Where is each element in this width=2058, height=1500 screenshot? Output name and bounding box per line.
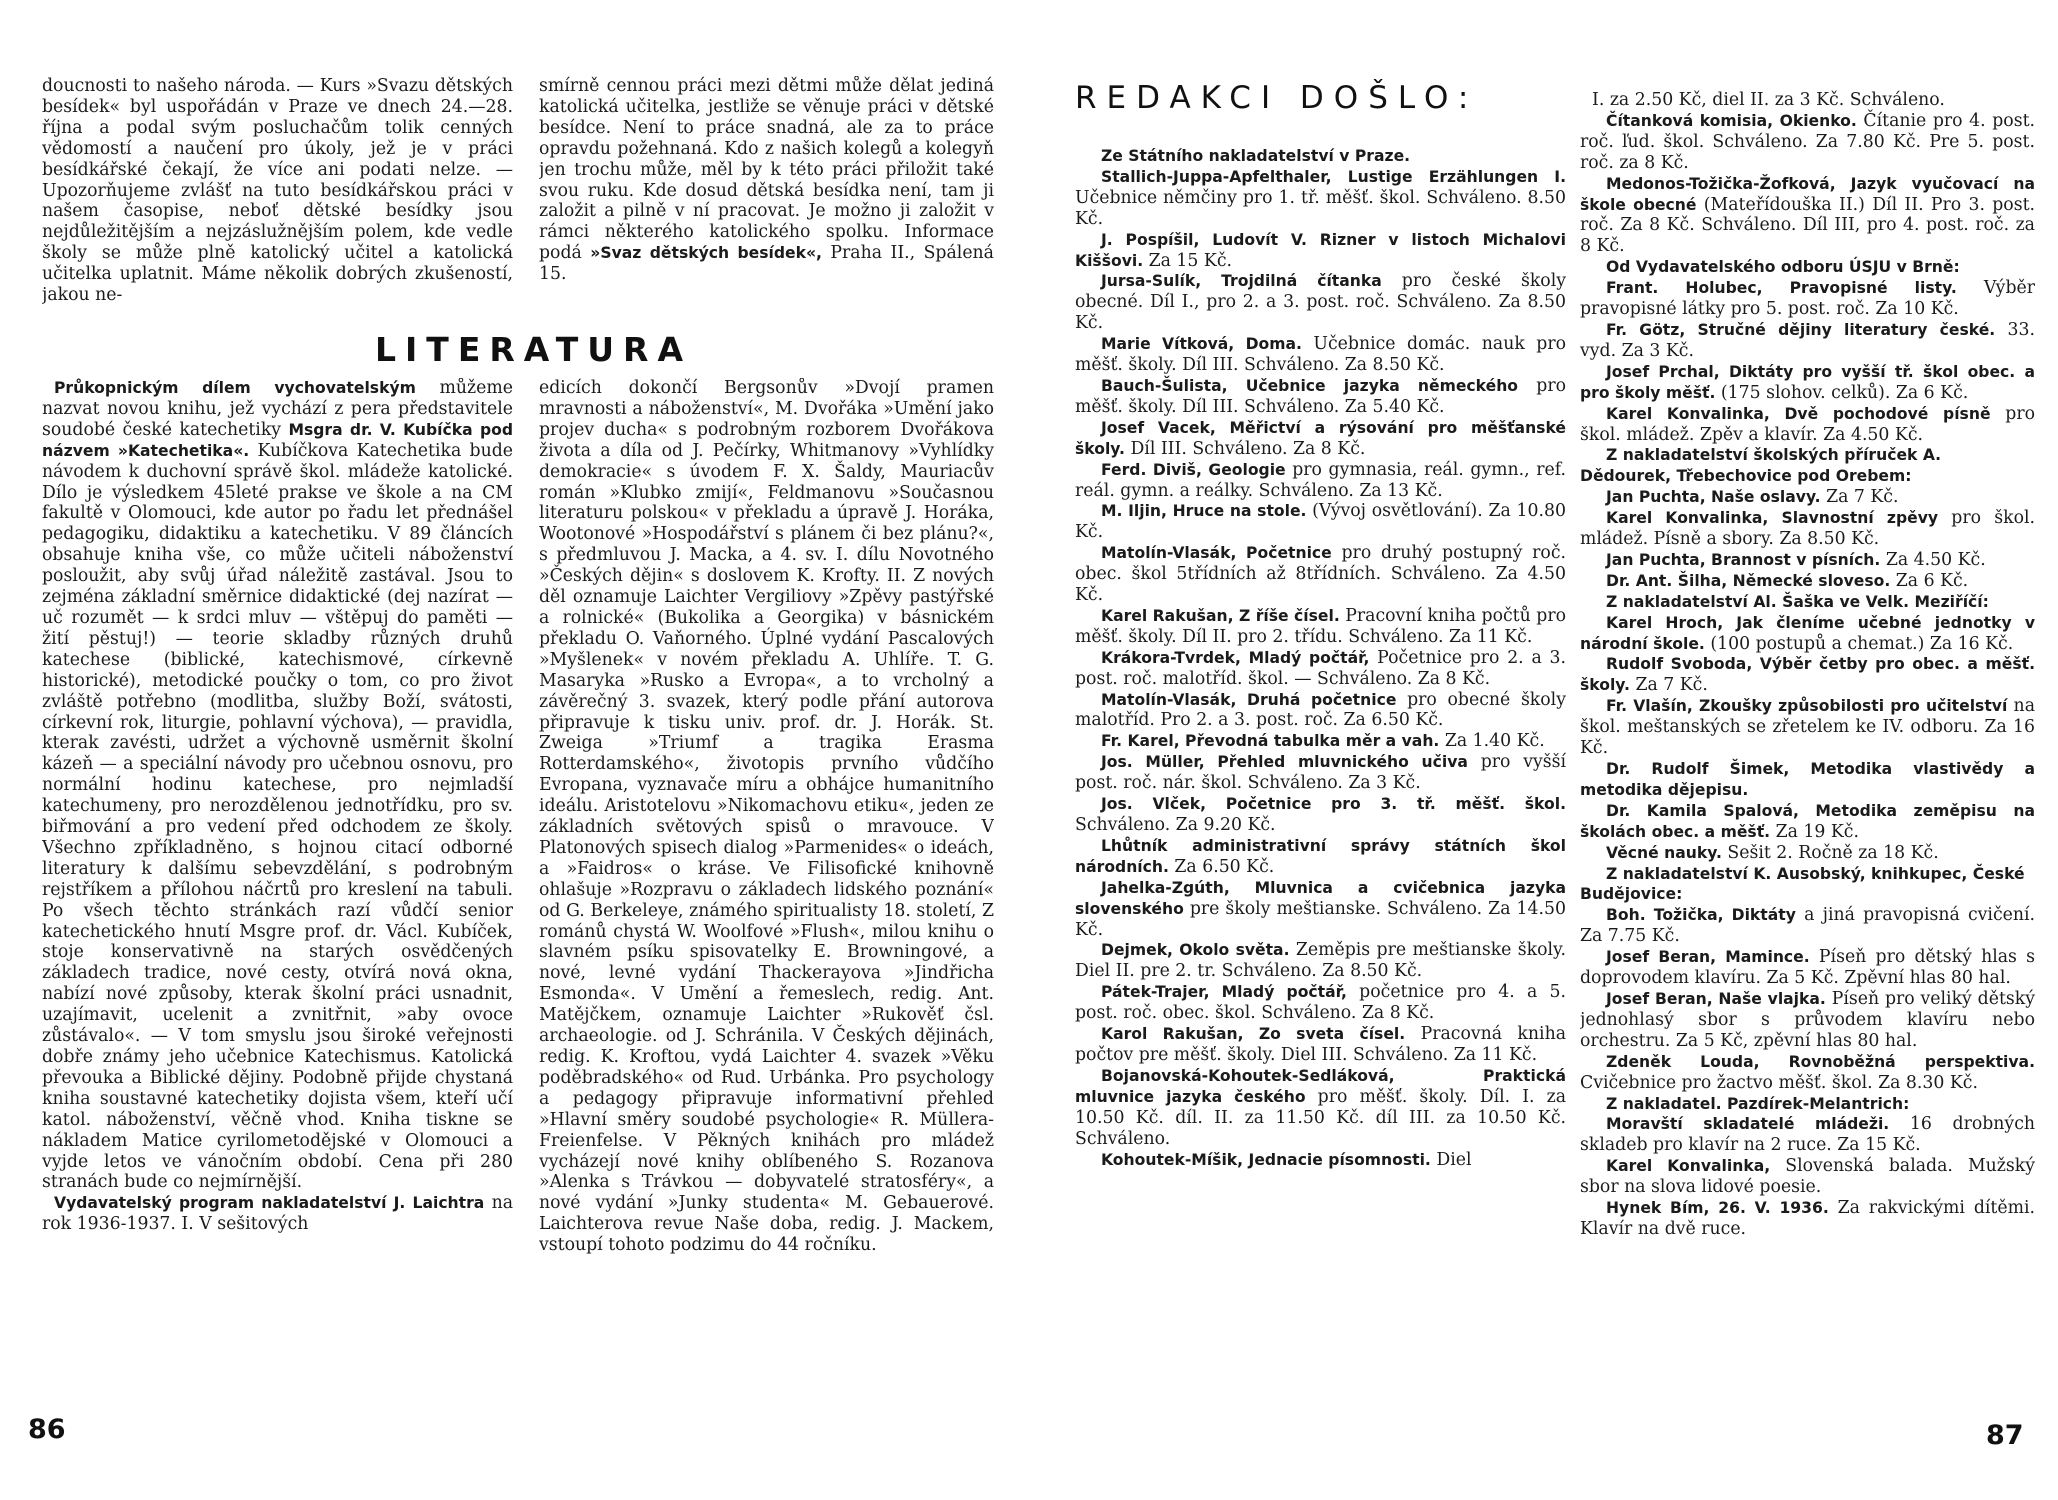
book-details: pro české školy obecné. Díl I., pro 2. a 3. post. roč. Schváleno. Za 8.50 Kč. (1075, 271, 1566, 334)
laichter-bold: Vydavatelský program nakladatelství J. Laichtra (54, 1194, 485, 1213)
book-details: Za 19 Kč. (1770, 821, 1859, 842)
book-title: Věcné nauky. (1606, 843, 1722, 862)
book-title: Matolín-Vlasák, Druhá početnice (1101, 690, 1397, 709)
laichter-paragraph (42, 1193, 513, 1235)
book-details: Sešit 2. Ročně za 18 Kč. (1721, 842, 1939, 863)
book-title: J. Pospíšil, Ludovít V. Rizner v listoch Michalovi Kiššovi. (1075, 230, 1566, 270)
book-entry (1580, 947, 2035, 989)
book-title: Dejmek, Okolo světa. (1101, 941, 1290, 960)
book-entry (1580, 989, 2035, 1052)
besidka-text: smírně cennou práci mezi dětmi může dělat jediná katolická učitelka, jestliže se věnuje práci v dětské besídce. Není to práce snadná, ale za to práce opravdu požehnaná. Kdo z našich kolegů a kolegyň jen trochu může, měl by k této práci přiložit také svou ruku. Kde dosud dětská besídka není, tam ji založit a pilně v ní pracovat. Je možno ji založit v rámci některého katolického spolku. Informace podá (539, 76, 994, 264)
book-details: početnice pro 4. a 5. post. roč. obec. škol. Schváleno. Za 8 Kč. (1075, 982, 1566, 1024)
book-entry (1075, 1150, 1566, 1171)
book-title: Karel Rakušan, Z říše čísel. (1101, 606, 1340, 625)
book-title: Rudolf Svoboda, Výběr četby pro obec. a měšť. školy. (1580, 655, 2035, 695)
book-details: Píseň pro veliký dětský jednohlasý sbor s průvodem klavíru nebo orchestru. Za 5 Kč, zpěvní hlas 80 hal. (1580, 988, 2035, 1051)
katechetika-text-a: můžeme nazvat novou knihu, jež vychází z pera představitele soudobé české katechetiky (42, 378, 513, 440)
book-entry (1075, 376, 1566, 418)
book-entry (1580, 362, 2035, 404)
book-details: pro měšť. školy. Díl. I. za 10.50 Kč. díl. II. za 11.50 Kč. díl III. za 10.50 Kč. Schváleno. (1075, 1086, 1566, 1149)
book-entry (1075, 460, 1566, 502)
book-entry (1580, 550, 2035, 571)
book-entry (1075, 731, 1566, 752)
book-details: (Vývoj osvětlování). Za 10.80 Kč. (1075, 501, 1566, 543)
laichter-continuation: edicích dokončí Bergsonův »Dvojí pramen mravnosti a náboženství«, M. Dvořáka »Umění jako projev ducha« s podrobným rozborem Dvořákova života a díla od J. Pečírky, Whitmanovy »Vyhlídky demokracie« s úvodem F. X. Šaldy, Mauriacův román »Klubko zmijí«, Feldmanovu »Současnou literaturu polskou« v překladu a úpravě J. Horáka, Wootonové »Hospodářství s plánem či bez plánu?«, s předmluvou J. Macka, a 4. sv. I. dílu Novotného »Českých dějin« s doslovem K. Krofty. II. Z nových děl oznamuje Laichter Vergiliovy »Zpěvy pastýřské a rolnické« (Bukolika a Georgika) v básnickém překladu O. Vaňorného. Úplné vydání Pascalových »Myšlenek« v novém překladu A. Uhlíře. T. G. Masaryka »Rusko a Evropa«, a to vrcholný a závěrečný 3. svazek, který podle přání autorova připravuje k tisku univ. prof. dr. J. Horák. St. Zweiga »Triumf a tragika Erasma Rotterdamského«, životopis prvního vůdčího Evropana, vyznavače míru a obhájce humanitního ideálu. Aristotelovu »Nikomachovu etiku«, jeden ze základních světových spisů o mravouce. V Platonových spisech dialog »Parmenides« o ideách, a »Faidros« o kráse. Ve Filisofické knihovně ohlašuje »Rozpravu o základech lidského poznání« od G. Berkeleye, známého spiritualisty 18. století, Z románů chystá W. Woolfové »Flush«, milou knihu o slavném psíku spisovatelky E. Browningové, a nové, levné vydání Thackerayova »Jindřicha Esmonda«. V Umění a řemeslech, redig. Ant. Matějčkem, oznamuje Laichter »Rukověť čsl. archaeologie. od J. Schránila. V Českých dějinách, redig. K. Kroftou, vydá Laichter 4. svazek »Věku poděbradského« od Rud. Urbánka. Pro psychology a pedagogy připravuje informativní přehled »Hlavní směry soudobé psychologie« R. Müllera-Freienfelse. V Pěkných knihách pro mládež vycházejí nové knihy oblíbeného S. Rozanova »Alenka s Trávkou — dobyvatelé stratosféry«, a nové vydání »Junky studenta« M. Gebauerové. Laichterova revue Naše doba, redig. J. Mackem, vstoupí tohoto podzimu do 44 ročníku. (539, 378, 994, 1256)
publisher-heading-text: Z nakladatelství K. Ausobský, knihkupec, České Budějovice: (1580, 864, 2025, 904)
book-title: Ferd. Diviš, Geologie (1101, 460, 1286, 479)
book-title: Hynek Bím, 26. V. 1936. (1606, 1199, 1829, 1218)
book-details: Čítanie pro 4. post. roč. ľud. škol. Schváleno. Za 7.80 Kč. Pre 5. post. roč. za 8 Kč. (1580, 110, 2035, 173)
publisher-heading (1580, 864, 2035, 906)
book-title: Lhůtník administrativní správy státních škol národních. (1075, 836, 1566, 876)
book-details: Za 1.40 Kč. (1439, 731, 1545, 752)
book-details: a jiná pravopisná cvičení. Za 7.75 Kč. (1580, 905, 2035, 947)
book-title: Pátek-Trajer, Mladý počtář, (1101, 983, 1347, 1002)
entry-continuation: I. za 2.50 Kč, diel II. za 3 Kč. Schváleno. (1592, 90, 1945, 110)
book-details: na škol. meštanských se zřetelem ke IV. odboru. Za 16 Kč. (1580, 696, 2035, 759)
book-title: Bauch-Šulista, Učebnice jazyka německého (1101, 376, 1519, 395)
book-details: Za 6.50 Kč. (1168, 856, 1275, 877)
katechetika-text-b: Kubíčkova Katechetika bude návodem k duchovní správě škol. mládeže katolické. Dílo je výsledkem 45leté prakse ve škole a na CM fakultě v Olomouci, kde autor po řadu let přednášel pedagogiku, didaktiku a katechetiku. V 89 článcích obsahuje kniha vše, co může učiteli náboženství posloužit, aby svůj úřad náležitě zastával. Jsou to zejména základní směrnice didaktické (dej nazírat — uč rozumět — k srdci mluv — vštěpuj do paměti — žití pěstuj!) — teorie skladby různých druhů katechese (biblické, katechismové, církevně historické), metodické poučky o tom, co pro život zvláště potřebno (modlitba, služby Boží, svátosti, církevní rok, liturgie, pohlavní výchova), — pravidla, kterak zavésti, udržet a výchovně usměrnit školní kázeň — a speciální návody pro učebnou osnovu, pro normální hodinu katechese, pro nejmladší katechumeny, pro nerozdělenou jednotřídku, pro sv. biřmování a pro vedení před odchodem ze školy. Všechno zpříkladněno, s hojnou citací odborné literatury k dalšímu sebevzdělání, s podrobným rejstříkem a přílohou náčrtů pro kreslení na tabuli. Po všech těchto stránkách razí vůdčí senior katechetického hnutí Msgre prof. dr. Václ. Kubíček, stoje konservativně na starých osvědčených základech tradice, nové cesty, otvírá nová okna, nabízí nové způsoby, kterak školní práci usnadnit, uzajímavit, ucelenit a zvnitřnit, »aby ovoce zůstávalo«. — V tom smyslu jsou široké veřejnosti dobře známy jeho učebnice Katechismus. Katolická převouka a Biblické dějiny. Podobně přijde chystaná kniha soustavné katechetiky dojista všem, kteří učí katol. náboženství, věčně vhod. Kniha tiskne se nákladem Matice cyrilometodějské v Olomouci a vyjde letos ve vánočním období. Cena při 280 stranách bude co nejmírnější. (42, 440, 513, 1193)
book-title: Dr. Ant. Šilha, Německé sloveso. (1606, 571, 1891, 590)
book-entry (1075, 794, 1566, 836)
book-title: Jahelka-Zgúth, Mluvnica a cvičebnica jazyka slovenského (1075, 878, 1566, 918)
book-title: Karel Konvalinka, Slavnostní zpěvy (1606, 509, 1939, 528)
besidka-end: Praha II., Spálená 15. (539, 243, 994, 285)
book-title: Bojanovská-Kohoutek-Sedláková, Praktická mluvnice jazyka českého (1075, 1066, 1566, 1106)
book-title: Moravští skladatelé mládeži. (1606, 1115, 1890, 1134)
book-title: Stallich-Juppa-Apfelthaler, Lustige Erzählungen I. (1101, 167, 1566, 186)
publisher-heading (1075, 146, 1566, 167)
book-entry (1075, 878, 1566, 941)
right-page (1029, 0, 2058, 1500)
left-col1-top (42, 76, 513, 346)
besidka-bold: »Svaz dětských besídek«, (590, 244, 822, 263)
book-details: pro druhý postupný roč. obec. škol 5třídních až 8třídních. Schváleno. Za 4.50 Kč. (1075, 543, 1566, 606)
book-title: Jan Puchta, Brannost v písních. (1606, 550, 1881, 569)
book-entry (1075, 230, 1566, 272)
book-entry (1075, 940, 1566, 982)
book-details: pro měšť. školy. Díl III. Schváleno. Za 5.40 Kč. (1075, 375, 1566, 417)
book-entry (1075, 606, 1566, 648)
redakci-doslo-heading: REDAKCI DOŠLO: (1075, 80, 1479, 116)
book-title: Matolín-Vlasák, Početnice (1101, 544, 1332, 563)
book-details: Píseň pro dětský hlas s doprovodem klavíru. Za 5 Kč. Zpěvní hlas 80 hal. (1580, 947, 2035, 989)
book-title: Čítanková komisia, Okienko. (1606, 111, 1857, 130)
publisher-heading (1580, 1094, 2035, 1115)
book-entry (1580, 1052, 2035, 1094)
book-details: Za 4.50 Kč. (1880, 549, 1986, 570)
book-entry (1580, 1198, 2035, 1240)
book-entry (1075, 982, 1566, 1024)
book-details: Za 15 Kč. (1143, 250, 1233, 271)
book-details: (175 slohov. celků). Za 6 Kč. (1715, 382, 1969, 403)
book-entry (1580, 654, 2035, 696)
book-entry (1580, 1114, 2035, 1156)
book-entry (1580, 759, 2035, 801)
book-title: Jursa-Sulík, Trojdilná čítanka (1101, 272, 1382, 291)
book-entry (1580, 801, 2035, 843)
katechetika-lead: Průkopnickým dílem vychovatelským (54, 379, 416, 397)
publisher-heading-text: Z nakladatelství školských příruček A. Dědourek, Třebechovice pod Orebem: (1580, 446, 1942, 486)
book-details: pre školy meštianske. Schváleno. Za 14.50 Kč. (1075, 898, 1566, 940)
book-details: Diel (1430, 1149, 1472, 1170)
book-entry (1580, 174, 2035, 258)
book-title: Medonos-Tožička-Žofková, Jazyk vyučovací na škole obecné (1580, 174, 2035, 214)
book-details: 33. vyd. Za 3 Kč. (1580, 319, 2035, 361)
book-entry (1075, 543, 1566, 606)
publisher-heading-text: Od Vydavatelského odboru ÚSJU v Brně: (1606, 258, 1960, 277)
literatura-heading: LITERATURA (375, 330, 693, 369)
book-entry (1580, 320, 2035, 362)
left-col1-literatura (42, 378, 513, 1428)
book-details: pro gymnasia, reál. gymn., ref. reál. gymn. a reálky. Schváleno. Za 13 Kč. (1075, 459, 1566, 501)
book-entry (1580, 111, 2035, 174)
book-entry (1075, 648, 1566, 690)
book-entry (1075, 167, 1566, 230)
besidka-paragraph (539, 76, 994, 285)
book-title: Kohoutek-Míšik, Jednacie písomnosti. (1101, 1150, 1431, 1169)
book-entry (1580, 278, 2035, 320)
book-entry (1075, 1066, 1566, 1150)
book-details: Početnice pro 2. a 3. post. roč. malotříd. škol. — Schváleno. Za 8 Kč. (1075, 647, 1566, 689)
book-entry (1580, 571, 2035, 592)
book-details: Za 6 Kč. (1890, 570, 1969, 591)
katechetika-bold: Msgra dr. V. Kubíčka pod názvem »Katechetika«. (42, 420, 513, 460)
publisher-heading (1580, 445, 2035, 487)
laichter-text: na rok 1936-1937. I. V sešitových (42, 1193, 513, 1235)
book-entry (1075, 836, 1566, 878)
book-entry (1580, 1156, 2035, 1198)
book-title: Dr. Kamila Spalová, Metodika zeměpisu na školách obec. a měšť. (1580, 801, 2035, 841)
publisher-heading (1580, 592, 2035, 613)
book-entry (1580, 508, 2035, 550)
kurs-paragraph: doucnosti to našeho národa. — Kurs »Svazu dětských besídek« byl uspořádán v Praze ve dnech 24.—28. října a podal svým posluchačům tolik cenných vědomostí a naučení pro úkoly, jež je v práci besídkářské čekají, že více ani podati nelze. — Upozorňujeme zvlášť na tuto besídkářskou práci v našem časopise, neboť dětské besídky jsou nejdůležitějším a nejzáslužnějším polem, kde vedle školy se může plně katolický učitel a katolická učitelka uplatnit. Máme několik dobrých zkušeností, jakou ne- (42, 76, 513, 306)
page-number-right: 87 (1986, 1420, 2024, 1451)
left-col2-top (539, 76, 994, 346)
book-details: Díl III. Schváleno. Za 8 Kč. (1124, 438, 1366, 459)
publisher-heading-text: Ze Státního nakladatelství v Praze. (1101, 147, 1411, 165)
book-entry (1075, 334, 1566, 376)
book-details: Cvičebnice pro žactvo měšť. škol. Za 8.30 Kč. (1580, 1072, 1978, 1093)
book-details: Pracovná kniha počtov pre měšť. školy. Diel III. Schváleno. Za 11 Kč. (1075, 1024, 1566, 1065)
book-title: Jos. Müller, Přehled mluvnického učiva (1101, 753, 1468, 772)
book-details: pro škol. mládež. Zpěv a klavír. Za 4.50 Kč. (1580, 403, 2035, 445)
book-title: Boh. Tožička, Diktáty (1606, 906, 1796, 925)
publisher-heading-text: Z nakladatel. Pazdírek-Melantrich: (1606, 1094, 1910, 1113)
book-title: Jos. Vlček, Početnice pro 3. tř. měšť. škol. (1101, 795, 1566, 814)
right-col2 (1580, 90, 2035, 1436)
book-title: Karel Hroch, Jak členíme učebné jednotky v národní škole. (1580, 613, 2035, 653)
book-title: Josef Prchal, Diktáty pro vyšší tř. škol obec. a pro školy měšť. (1580, 362, 2035, 402)
book-entry (1580, 696, 2035, 759)
book-details: (Mateřídouška II.) Díl II. Pro 3. post. roč. Za 8 Kč. Schváleno. Díl III, pro 4. post. roč. za 8 Kč. (1580, 194, 2035, 257)
book-title: Karel Konvalinka, Dvě pochodové písně (1606, 404, 1991, 423)
book-title: M. Iljin, Hruce na stole. (1101, 502, 1307, 521)
book-title: Zdeněk Louda, Rovnoběžná perspektiva. (1606, 1052, 2035, 1071)
book-entry (1580, 613, 2035, 655)
book-details: Schváleno. Za 9.20 Kč. (1075, 815, 1276, 835)
book-entry (1075, 501, 1566, 543)
book-details: Učebnice němčiny pro 1. tř. měšť. škol. Schváleno. 8.50 Kč. (1075, 187, 1566, 229)
book-title: Fr. Vlašín, Zkoušky způsobilosti pro učitelství (1606, 697, 2008, 716)
book-details: pro obecné školy malotříd. Pro 2. a 3. post. roč. Za 6.50 Kč. (1075, 689, 1566, 731)
book-entry (1580, 404, 2035, 446)
book-details: (100 postupů a chemat.) Za 16 Kč. (1704, 633, 2014, 654)
book-details: Za rakvickými dítěmi. Klavír na dvě ruce. (1580, 1198, 2035, 1239)
book-entry (1580, 843, 2035, 864)
page-number-left: 86 (28, 1414, 66, 1445)
left-col2-literatura (539, 378, 994, 1428)
publisher-heading-text: Z nakladatelství Al. Šaška ve Velk. Meziříčí: (1606, 592, 1989, 611)
book-title: Krákora-Tvrdek, Mladý počtář, (1101, 648, 1370, 667)
book-entry (1075, 690, 1566, 732)
book-entry (1075, 1024, 1566, 1066)
book-details: Výběr pravopisné látky pro 5. post. roč. Za 10 Kč. (1580, 278, 2035, 320)
publisher-heading (1580, 257, 2035, 278)
book-details: pro vyšší post. roč. nár. škol. Schváleno. Za 3 Kč. (1075, 752, 1566, 794)
book-title: Frant. Holubec, Pravopisné listy. (1606, 279, 1957, 298)
book-details: Za 7 Kč. (1629, 675, 1708, 696)
book-details: 16 drobných skladeb pro klavír na 2 ruce. Za 15 Kč. (1580, 1114, 2035, 1156)
book-title: Josef Vacek, Měřictví a rýsování pro měšťanské školy. (1075, 418, 1566, 458)
book-title: Karol Rakušan, Zo sveta čísel. (1101, 1025, 1406, 1044)
book-details: Za 7 Kč. (1820, 487, 1899, 508)
book-title: Marie Vítková, Doma. (1101, 335, 1302, 354)
book-title: Fr. Karel, Převodná tabulka měr a vah. (1101, 732, 1440, 751)
book-entry (1075, 418, 1566, 460)
book-details: pro škol. mládež. Písně a sbory. Za 8.50 Kč. (1580, 508, 2035, 550)
book-entry (1075, 752, 1566, 794)
book-details: Učebnice domác. nauk pro měšť. školy. Díl III. Schváleno. Za 8.50 Kč. (1075, 334, 1566, 376)
book-title: Fr. Götz, Stručné dějiny literatury české. (1606, 320, 1996, 339)
book-details: Zeměpis pre meštianske školy. Diel II. pre 2. tr. Schváleno. Za 8.50 Kč. (1075, 940, 1566, 982)
book-details: Slovenská balada. Mužský sbor na slova lidové poesie. (1580, 1156, 2035, 1198)
book-title: Jan Puchta, Naše oslavy. (1606, 488, 1821, 507)
katechetika-paragraph (42, 378, 513, 1193)
book-title: Josef Beran, Mamince. (1606, 948, 1810, 967)
book-title: Karel Konvalinka, (1606, 1157, 1771, 1176)
book-entry (1580, 905, 2035, 947)
book-title: Josef Beran, Naše vlajka. (1606, 989, 1826, 1008)
right-col1 (1075, 146, 1566, 1436)
book-details: Pracovní kniha počtů pro měšť. školy. Díl II. pro 2. třídu. Schváleno. Za 11 Kč. (1075, 605, 1566, 647)
book-title: Dr. Rudolf Šimek, Metodika vlastivědy a metodika dějepisu. (1580, 760, 2035, 799)
book-entry (1580, 487, 2035, 508)
book-entry (1075, 271, 1566, 334)
